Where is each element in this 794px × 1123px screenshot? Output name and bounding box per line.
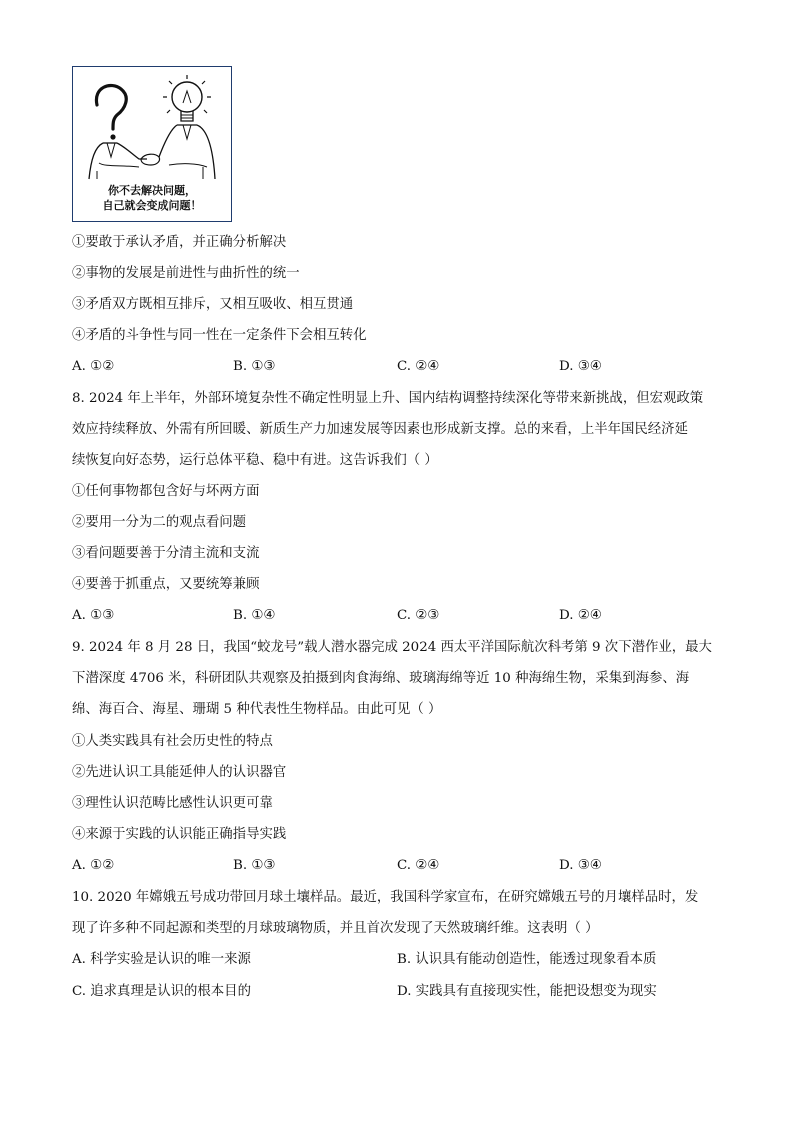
q10-option-d[interactable]: D. 实践具有直接现实性，能把设想变为现实 [397,984,657,999]
q8-stem-line3: 续恢复向好态势，运行总体平稳、稳中有进。这告诉我们（ ） [72,453,438,468]
cartoon-caption-line2: 自己就会变成问题！ [102,199,202,212]
q8-item-3: ③看问题要善于分清主流和支流 [72,546,260,561]
q10-option-c[interactable]: C. 追求真理是认识的根本目的 [72,984,251,999]
q10-option-b[interactable]: B. 认识具有能动创造性，能透过现象看本质 [397,952,657,967]
q7-option-a[interactable]: A. ①② [72,359,115,374]
q8-option-b[interactable]: B. ①④ [233,608,276,623]
q9-item-3: ③理性认识范畴比感性认识更可靠 [72,796,273,811]
q8-option-c[interactable]: C. ②③ [397,608,440,623]
q9-item-4: ④来源于实践的认识能正确指导实践 [72,827,287,842]
q8-option-d[interactable]: D. ②④ [559,608,602,623]
q9-option-a[interactable]: A. ①② [72,858,115,873]
q7-option-c[interactable]: C. ②④ [397,359,440,374]
cartoon-illustration [72,66,232,222]
q9-stem-line1: 9. 2024 年 8 月 28 日，我国“蛟龙号”载人潜水器完成 2024 西太平洋国际航次科考第 9 次下潜作业，最大 [72,640,712,655]
q8-item-1: ①任何事物都包含好与坏两方面 [72,484,260,499]
q7-item-4: ④矛盾的斗争性与同一性在一定条件下会相互转化 [72,328,367,343]
q7-item-1: ①要敢于承认矛盾，并正确分析解决 [72,235,287,250]
q9-option-b[interactable]: B. ①③ [233,858,276,873]
q7-item-3: ③矛盾双方既相互排斥，又相互吸收、相互贯通 [72,297,354,312]
q9-option-d[interactable]: D. ③④ [559,858,602,873]
q9-stem-line3: 绵、海百合、海星、珊瑚 5 种代表性生物样品。由此可见（ ） [72,702,442,717]
q8-stem-line1: 8. 2024 年上半年，外部环境复杂性不确定性明显上升、国内结构调整持续深化等带来新挑战，但宏观政策 [72,391,704,406]
q9-item-2: ②先进认识工具能延伸人的认识器官 [72,765,287,780]
q7-option-d[interactable]: D. ③④ [559,359,602,374]
q10-stem-line1: 10. 2020 年嫦娥五号成功带回月球土壤样品。最近，我国科学家宣布，在研究嫦娥五号的月壤样品时，发 [72,890,699,905]
q9-option-c[interactable]: C. ②④ [397,858,440,873]
q10-stem-line2: 现了许多种不同起源和类型的月球玻璃物质，并且首次发现了天然玻璃纤维。这表明（ ） [72,921,599,936]
q9-item-1: ①人类实践具有社会历史性的特点 [72,734,273,749]
q8-option-a[interactable]: A. ①③ [72,608,115,623]
q8-item-4: ④要善于抓重点，又要统筹兼顾 [72,577,260,592]
q8-item-2: ②要用一分为二的观点看问题 [72,515,247,530]
q9-stem-line2: 下潜深度 4706 米，科研团队共观察及拍摄到肉食海绵、玻璃海绵等近 10 种海绵生物，采集到海参、海 [72,671,690,686]
q7-option-b[interactable]: B. ①③ [233,359,276,374]
q10-option-a[interactable]: A. 科学实验是认识的唯一来源 [72,952,251,967]
q7-item-2: ②事物的发展是前进性与曲折性的统一 [72,266,300,281]
q8-stem-line2: 效应持续释放、外需有所回暖、新质生产力加速发展等因素也形成新支撑。总的来看，上半年国民经济延 [72,422,688,437]
cartoon-caption-line1: 你不去解决问题， [108,184,196,197]
